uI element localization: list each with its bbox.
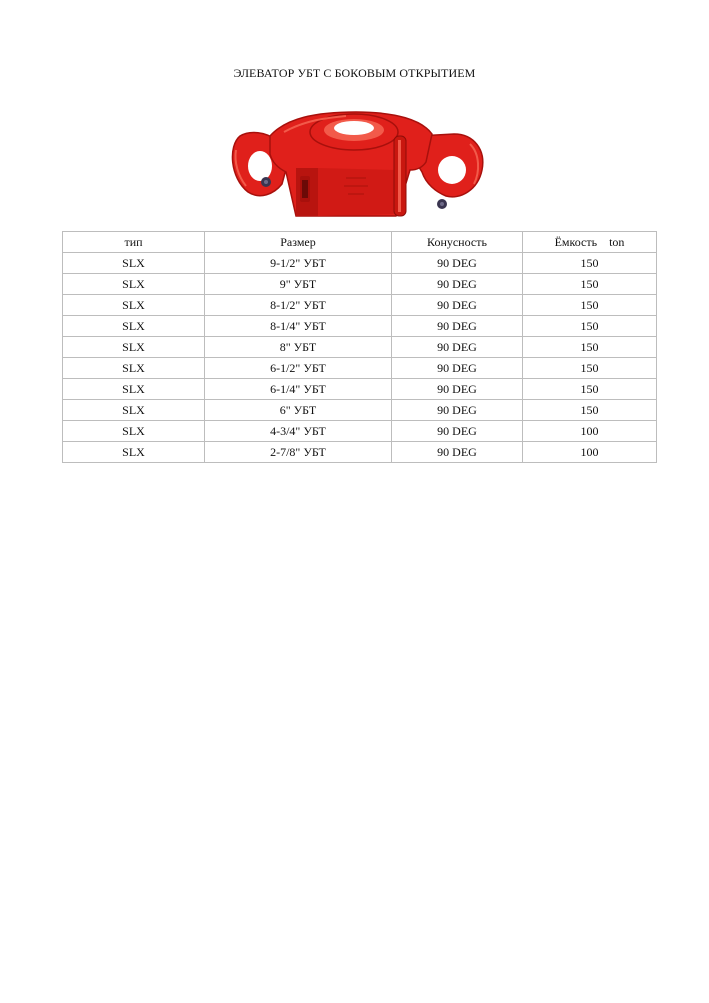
cell-capacity: 100	[523, 421, 657, 442]
cell-capacity: 100	[523, 442, 657, 463]
cell-size: 9-1/2" УБТ	[205, 253, 392, 274]
cell-type: SLX	[63, 253, 205, 274]
cell-size: 8-1/2" УБТ	[205, 295, 392, 316]
elevator-product-image	[226, 106, 488, 224]
table-row	[63, 337, 657, 358]
table-header-row	[63, 232, 657, 253]
table-row	[63, 274, 657, 295]
header-size: Размер	[205, 232, 392, 253]
cell-taper: 90 DEG	[392, 274, 523, 295]
cell-type: SLX	[63, 442, 205, 463]
table-row	[63, 358, 657, 379]
cell-size: 6-1/2" УБТ	[205, 358, 392, 379]
cell-size: 6-1/4" УБТ	[205, 379, 392, 400]
specification-table	[62, 231, 657, 463]
cell-taper: 90 DEG	[392, 379, 523, 400]
cell-capacity: 150	[523, 337, 657, 358]
table-row	[63, 400, 657, 421]
table-row	[63, 442, 657, 463]
cell-type: SLX	[63, 421, 205, 442]
cell-size: 4-3/4" УБТ	[205, 421, 392, 442]
table-row	[63, 253, 657, 274]
cell-taper: 90 DEG	[392, 358, 523, 379]
table-row	[63, 316, 657, 337]
cell-taper: 90 DEG	[392, 337, 523, 358]
cell-capacity: 150	[523, 253, 657, 274]
cell-capacity: 150	[523, 274, 657, 295]
header-capacity: Ёмкость ton	[523, 232, 657, 253]
cell-size: 9" УБТ	[205, 274, 392, 295]
table-row	[63, 295, 657, 316]
cell-taper: 90 DEG	[392, 295, 523, 316]
cell-type: SLX	[63, 358, 205, 379]
table-row	[63, 379, 657, 400]
cell-taper: 90 DEG	[392, 421, 523, 442]
cell-capacity: 150	[523, 295, 657, 316]
header-taper: Конусность	[392, 232, 523, 253]
cell-taper: 90 DEG	[392, 253, 523, 274]
cell-taper: 90 DEG	[392, 442, 523, 463]
elevator-body	[270, 112, 432, 216]
cell-type: SLX	[63, 400, 205, 421]
cell-capacity: 150	[523, 379, 657, 400]
cell-size: 6" УБТ	[205, 400, 392, 421]
cell-taper: 90 DEG	[392, 400, 523, 421]
cell-type: SLX	[63, 295, 205, 316]
cell-type: SLX	[63, 337, 205, 358]
cell-type: SLX	[63, 316, 205, 337]
table-row	[63, 421, 657, 442]
cell-capacity: 150	[523, 316, 657, 337]
cell-taper: 90 DEG	[392, 316, 523, 337]
cell-type: SLX	[63, 379, 205, 400]
header-type: тип	[63, 232, 205, 253]
cell-type: SLX	[63, 274, 205, 295]
cell-size: 2-7/8" УБТ	[205, 442, 392, 463]
cell-capacity: 150	[523, 358, 657, 379]
document-title: ЭЛЕВАТОР УБТ С БОКОВЫМ ОТКРЫТИЕМ	[233, 66, 476, 80]
cell-capacity: 150	[523, 400, 657, 421]
cell-size: 8-1/4" УБТ	[205, 316, 392, 337]
cell-size: 8" УБТ	[205, 337, 392, 358]
